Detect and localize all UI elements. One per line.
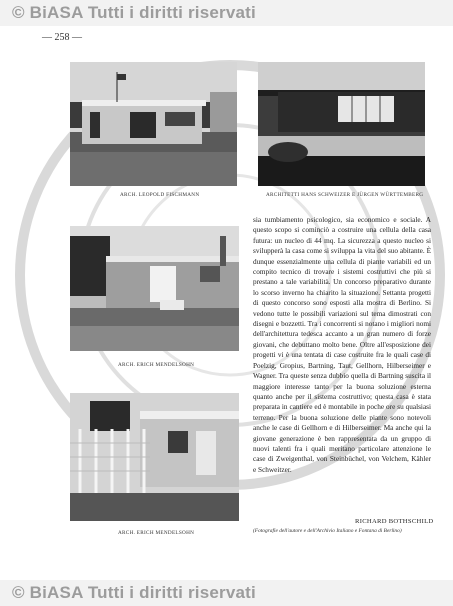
- author-signature: RICHARD BOTHSCHILD: [355, 518, 434, 525]
- watermark-banner-top: [0, 0, 453, 26]
- watermark-banner-bottom: [0, 580, 453, 606]
- photo-schweizer-house: [258, 62, 425, 186]
- photo-mendelsohn-house-garden: [70, 226, 239, 351]
- biasa-watermark-logo-bottom: © BiASA Tutti i diritti riservati: [12, 583, 256, 602]
- photo-fischmann-house: [70, 62, 237, 186]
- article-body: sia tumbiamento psicologico, sia economico e sociale. A questo scopo si cominciò a costruire una cellula della casa futura: un nucleo di 44 mq. La sicurezza a questo nucleo si svilupperà la casa come si sviluppa la vita del suo abitante. È dunque essenzialmente una cellula di piante variabili ed un compito tecnico di trovare i sistemi costruttivi che più si prestano a tale variabilità. Un concorso preparativo durante lo scorso inverno ha chiarito la situazione. Settanta progetti di questo concorso sono esposti alla mostra di Berlino. Si vedono tutte le possibili variazioni sul tema dimostrati con disegni e bozzetti. Tra i concorrenti si notano i migliori nomi dell'architettura tedesca accanto a un gran numero di forze giovani, che debuttano molto bene. Oltre all'esposizione dei progetti vi è una tentata di case costruite fra le quali case di Poelzig, Gropius, Bartning, Taut, Gellhorn, Hilberseimer e Wagner. Tra queste senza dubbio quella di Bartning suscita il maggiore interesse tanto per la buona soluzione esterna quanto anche per il sistema costruttivo; questa casa è stata preparata in cantiere ed è montabile in poche ore su qualsiasi terreno. Per la buona soluzione delle piante sono notevoli anche le case di Gellhorn e di Hilberseimer. Ma anche qui la giovane generazione è ben rappresentata da un gruppo di nuovi talenti fra i quali meritano particolare attenzione le case di Zweigenthal, von Steinbüchel, von Velchem, Kähler e Schweitzer.: [253, 216, 431, 474]
- caption-photo4: ARCH. ERICH MENDELSOHN: [118, 530, 195, 536]
- photo-credit: (Fotografie dell'autore e dell'Archivio Italiano e Fontana di Berlino): [253, 528, 402, 534]
- biasa-watermark-logo: © BiASA Tutti i diritti riservati: [12, 3, 256, 22]
- caption-photo3: ARCH. ERICH MENDELSOHN: [118, 362, 195, 368]
- photo-mendelsohn-house-fence: [70, 393, 239, 521]
- page-number: — 258 —: [42, 32, 82, 43]
- caption-photo2: ARCHITETTI HANS SCHWEIZER E JÜRGEN WÜRTTEMBERG: [266, 192, 424, 198]
- article-text: [253, 215, 431, 475]
- caption-photo1: ARCH. LEOPOLD FISCHMANN: [120, 192, 200, 198]
